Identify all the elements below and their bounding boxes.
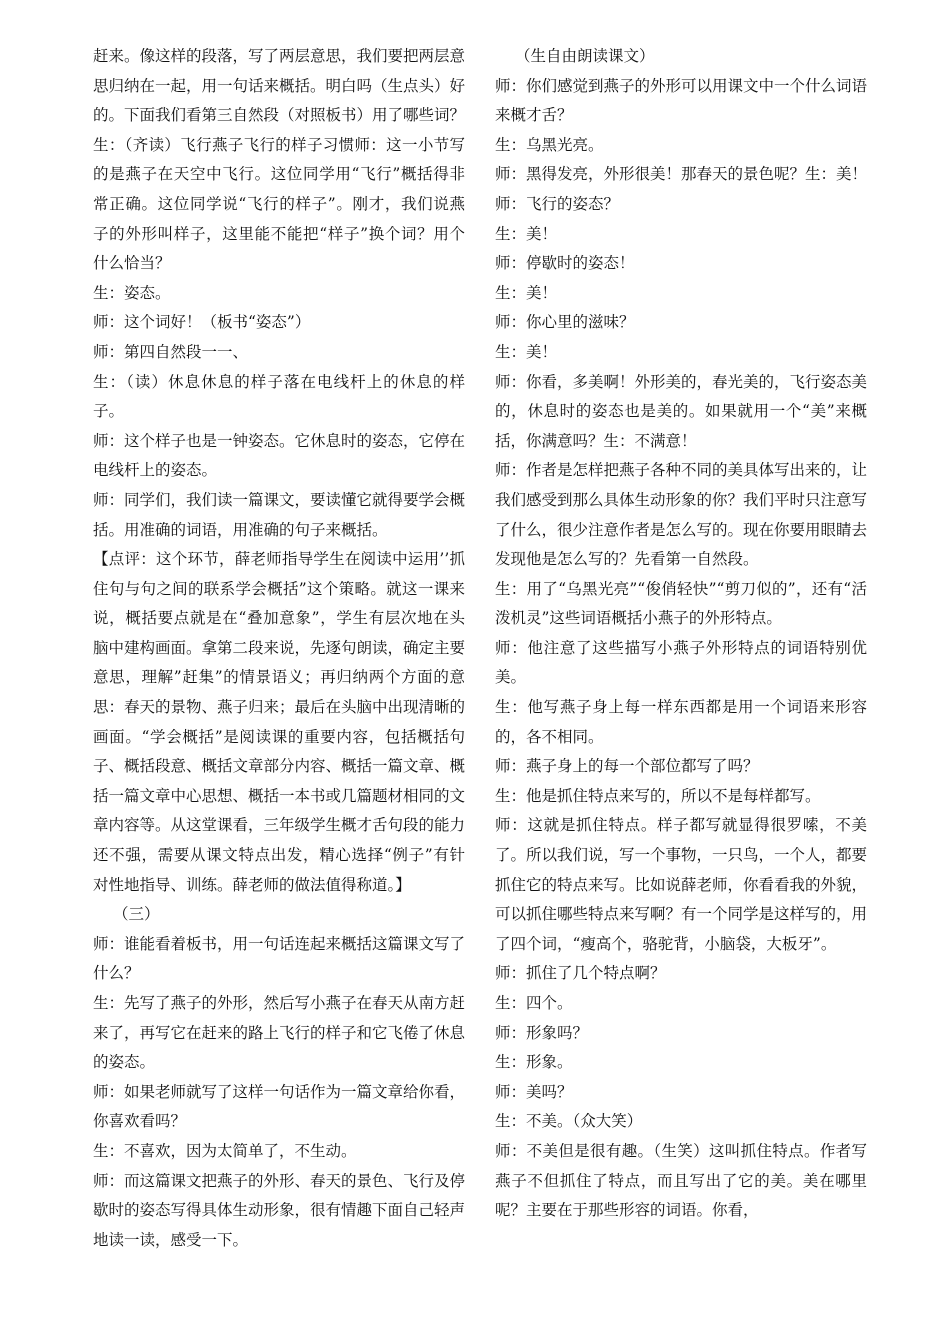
paragraph: 生：美！ — [495, 283, 558, 302]
paragraph: 师：他注意了这些描写小燕子外形特点的词语特别优美。 — [495, 638, 867, 687]
paragraph: 师：抓住了几个特点啊？ — [495, 964, 666, 983]
paragraph: 师：这就是抓住特点。样子都写就显得很罗嗦，不美了。所以我们说，写一个事物，一只鸟，一个人，都要抓住它的特点来写。比如说薛老师，你看看我的外貌，可以抓住哪些特点来写啊？有一个同学是这样写的，用了四个词，“瘦高个，骆驼背，小脑袋，大板牙”。 — [495, 816, 868, 953]
paragraph: 生：不喜欢，因为太简单了，不生动。 — [93, 1141, 357, 1160]
paragraph: 生：先写了燕子的外形，然后写小燕子在春天从南方赶来了，再写它在赶来的路上飞行的样子和它飞倦了休息的姿态。 — [93, 994, 466, 1072]
paragraph: 师：停歇时的姿态！ — [495, 254, 635, 273]
paragraph: 生：（读）休息休息的样子落在电线杆上的休息的样子。 — [93, 372, 465, 421]
paragraph: 师：你们感觉到燕子的外形可以用课文中一个什么词语来概才舌？ — [495, 76, 868, 125]
paragraph: 师：你看，多美啊！外形美的，春光美的，飞行姿态美的，休息时的姿态也是美的。如果就用一个“美”来概括，你满意吗？生：不满意！ — [495, 372, 868, 450]
paragraph: 生：他是抓住特点来写的，所以不是每样都写。 — [495, 786, 821, 805]
commentary-paragraph: 【点评：这个环节，薛老师指导学生在阅读中运用’’抓住句与句之间的联系学会概括”这个策略。就这一课来说，概括要点就是在“叠加意象”，学生有层次地在头脑中建构画面。拿第二段来说，先逐句朗读，确定主要意思，理解”赶集”的情景语义；再归纳两个方面的意思：春天的景物、燕子归来；最后在头脑中出现清晰的画面。“学会概括”是阅读课的重要内容，包括概括句子、概括段意、概括文章部分内容、概括一篇文章、概括一篇文章中心思想、概括一本书或几篇题材相同的文章内容等。从这堂课看，三年级学生概才舌句段的能力还不强，需要从课文特点出发，精心选择“例子”有针对性地指导、训练。薛老师的做法值得称道。】 — [93, 550, 466, 894]
paragraph: 师：谁能看着板书，用一句话连起来概括这篇课文写了什么？ — [93, 934, 466, 983]
left-column — [93, 42, 465, 1255]
paragraph: 师：作者是怎样把燕子各种不同的美具体写出来的，让我们感受到那么具体生动形象的你？我们平时只注意写了什么，很少注意作者是怎么写的。现在你要用眼睛去发现他是怎么写的？先看第一自然段。 — [495, 461, 868, 569]
paragraph: 师：这个样子也是一钟姿态。它休息时的姿态，它停在电线杆上的姿态。 — [93, 431, 466, 480]
paragraph: 师：第四自然段一一、 — [93, 342, 249, 361]
paragraph: 生：四个。 — [495, 994, 573, 1012]
paragraph: 师：这个词好！（板书“姿态”） — [93, 313, 311, 332]
paragraph: 生：乌黑光亮。 — [495, 135, 604, 154]
paragraph: 赶来。像这样的段落，写了两层意思，我们要把两层意思归纳在一起，用一句话来概括。明白吗（生点头）好的。下面我们看第三自然段（对照板书）用了哪些词？ — [93, 47, 466, 125]
paragraph: 师：同学们，我们读一篇课文，要读懂它就得要学会概括。用准确的词语，用准确的句子来概括。 — [93, 490, 466, 539]
paragraph: 师：而这篇课文把燕子的外形、春天的景色、飞行及停歇时的姿态写得具体生动形象，很有情趣下面自己轻声地读一读，感受一下。 — [93, 1171, 466, 1249]
section-heading: （三） — [113, 905, 160, 924]
paragraph: 师：飞行的姿态？ — [495, 194, 620, 213]
paragraph: 师：美吗？ — [495, 1082, 573, 1101]
paragraph: 生：姿态。 — [93, 283, 171, 302]
paragraph: 生：形象。 — [495, 1053, 573, 1072]
right-column — [495, 42, 867, 1226]
paragraph: 师：黑得发亮，外形很美！那春天的景色呢？生：美！ — [495, 165, 868, 184]
paragraph: 生：美！ — [495, 224, 558, 243]
paragraph: 生：（齐读）飞行燕子飞行的样子习惯师：这一小节写的是燕子在天空中飞行。这位同学用“飞行”概括得非常正确。这位同学说“飞行的样子”。刚才，我们说燕子的外形叫样子，这里能不能把“样子”换个词？用个什么恰当？ — [93, 135, 465, 273]
paragraph: 生：用了“乌黑光亮”“俊俏轻快”“剪刀似的”，还有“活泼机灵”这些词语概括小燕子的外形特点。 — [495, 579, 867, 628]
paragraph: 师：形象吗？ — [495, 1023, 589, 1042]
paragraph: 师：不美但是很有趣。（生笑）这叫抓住特点。作者写燕子不但抓住了特点，而且写出了它的美。美在哪里呢？主要在于那些形容的词语。你看， — [495, 1141, 867, 1220]
paragraph: 师：如果老师就写了这样一句话作为一篇文章给你看，你喜欢看吗？ — [93, 1082, 466, 1131]
stage-direction: （生自由朗读课文） — [515, 47, 655, 65]
paragraph: 生：美！ — [495, 342, 558, 361]
paragraph: 师：燕子身上的每一个部位都写了吗？ — [495, 757, 759, 776]
paragraph: 生：他写燕子身上每一样东西都是用一个词语来形容的，各不相同。 — [495, 698, 867, 746]
paragraph: 生：不美。（众大笑） — [495, 1112, 643, 1131]
paragraph: 师：你心里的滋味？ — [495, 313, 635, 332]
